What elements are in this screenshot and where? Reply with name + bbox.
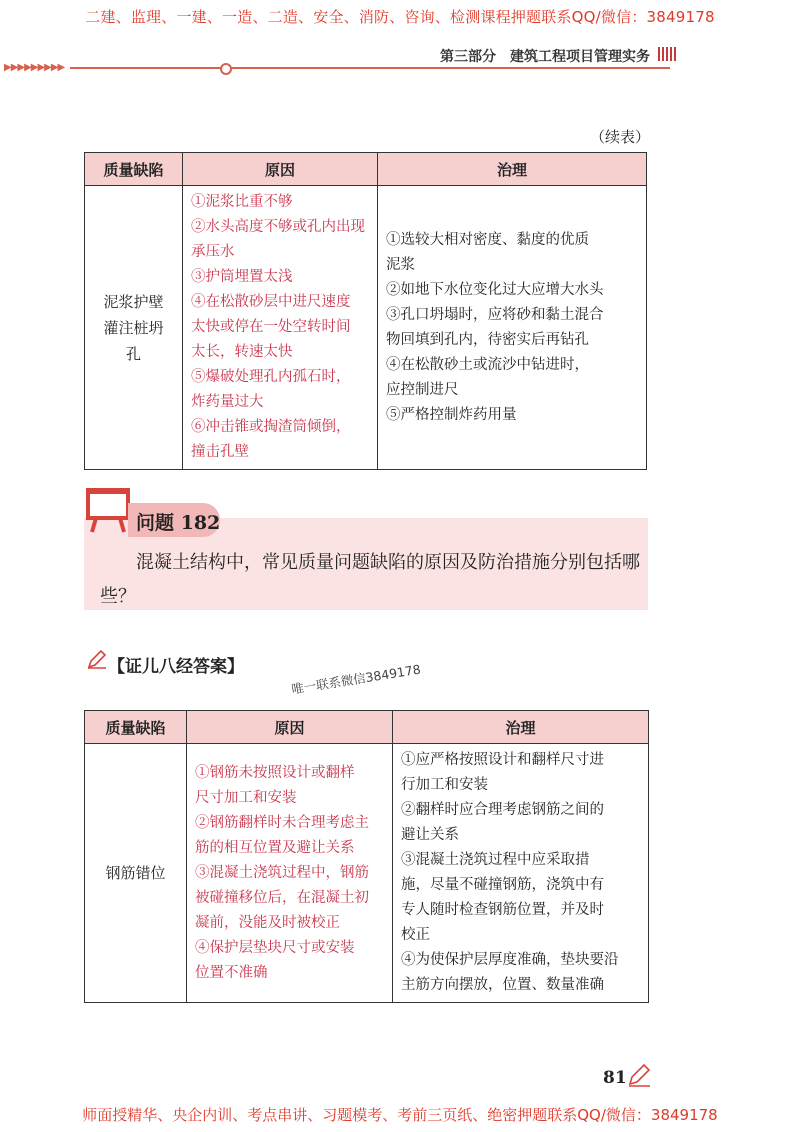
table-row bbox=[85, 186, 647, 470]
header-arrow-decoration: ▶▶▶▶▶▶▶▶▶ bbox=[4, 62, 65, 73]
remedy-line: ③孔口坍塌时，应将砂和黏土混合 bbox=[386, 306, 604, 323]
watermark-text: 唯一联系微信3849178 bbox=[290, 661, 422, 697]
column-header: 原因 bbox=[187, 711, 393, 744]
remedy-cell bbox=[378, 186, 647, 470]
remedy-line: 校正 bbox=[401, 927, 430, 943]
remedy-line: 物回填到孔内，待密实后再钻孔 bbox=[386, 331, 589, 348]
table-header-row bbox=[85, 153, 647, 186]
defect-cell bbox=[85, 186, 183, 470]
question-title: 问题 182 bbox=[136, 512, 221, 534]
question-text: 混凝土结构中，常见质量问题缺陷的原因及防治措施分别包括哪些？ bbox=[100, 552, 640, 607]
quality-table-continued bbox=[84, 152, 647, 470]
remedy-line: ②翻样时应合理考虑钢筋之间的 bbox=[401, 802, 604, 818]
remedy-line: ③混凝土浇筑过程中应采取措 bbox=[401, 852, 590, 868]
cause-line: ①钢筋未按照设计或翻样 bbox=[195, 764, 355, 781]
remedy-line: ②如地下水位变化过大应增大水头 bbox=[386, 281, 604, 298]
cause-line: ③护筒埋置太浅 bbox=[191, 269, 293, 285]
cause-line: ④保护层垫块尺寸或安装 bbox=[195, 939, 355, 956]
cause-cell bbox=[187, 744, 393, 1003]
top-banner: 二建、监理、一建、一造、二造、安全、消防、咨询、检测课程押题联系QQ/微信：3849178 bbox=[85, 8, 715, 26]
section-title: 第三部分 建筑工程项目管理实务 bbox=[440, 49, 650, 65]
remedy-line: 施，尽量不碰撞钢筋，浇筑中有 bbox=[401, 877, 604, 893]
remedy-line: ①选较大相对密度、黏度的优质 bbox=[386, 231, 589, 248]
cause-line: ②钢筋翻样时未合理考虑主 bbox=[195, 814, 369, 831]
quality-table bbox=[84, 710, 649, 1003]
remedy-line: 主筋方向摆放，位置、数量准确 bbox=[401, 977, 604, 993]
remedy-cell bbox=[393, 744, 649, 1003]
defect-text: 灌注桩坍 bbox=[103, 318, 164, 337]
cause-line: 太长，转速太快 bbox=[191, 344, 293, 360]
column-header: 质量缺陷 bbox=[85, 153, 183, 186]
header-bars-icon bbox=[658, 47, 676, 61]
table-row bbox=[85, 744, 649, 1003]
continued-label: （续表） bbox=[589, 128, 650, 146]
remedy-line: ④为使保护层厚度准确，垫块要沿 bbox=[401, 952, 619, 968]
cause-line: 筋的相互位置及避让关系 bbox=[195, 839, 355, 856]
column-header: 质量缺陷 bbox=[85, 711, 187, 744]
bottom-banner: 师面授精华、央企内训、考点串讲、习题模考、考前三页纸、绝密押题联系QQ/微信：3849178 bbox=[82, 1106, 718, 1124]
cause-line: ③混凝土浇筑过程中，钢筋 bbox=[195, 864, 369, 881]
cause-line: ⑤爆破处理孔内孤石时， bbox=[191, 369, 351, 385]
column-header: 原因 bbox=[183, 153, 378, 186]
pencil-icon bbox=[626, 1062, 652, 1088]
column-header: 治理 bbox=[393, 711, 649, 744]
cause-line: 位置不准确 bbox=[195, 964, 268, 981]
remedy-line: ④在松散砂土或流沙中钻进时， bbox=[386, 356, 589, 373]
remedy-line: 应控制进尺 bbox=[386, 381, 459, 398]
pencil-icon bbox=[86, 648, 108, 670]
cause-line: ①泥浆比重不够 bbox=[191, 194, 293, 210]
defect-text: 孔 bbox=[125, 344, 141, 363]
column-header: 治理 bbox=[378, 153, 647, 186]
cause-line: 被碰撞移位后，在混凝土初 bbox=[195, 889, 369, 906]
cause-line: 尺寸加工和安装 bbox=[195, 789, 297, 806]
header-dot-decoration bbox=[220, 63, 232, 75]
cause-cell bbox=[183, 186, 378, 470]
remedy-line: ①应严格按照设计和翻样尺寸进 bbox=[401, 752, 604, 768]
table-header-row bbox=[85, 711, 649, 744]
answer-heading: 【证儿八经答案】 bbox=[108, 657, 244, 677]
cause-line: ⑥冲击锥或掏渣筒倾倒， bbox=[191, 419, 351, 435]
header-divider bbox=[70, 67, 670, 69]
cause-line: 太快或停在一处空转时间 bbox=[191, 319, 351, 335]
cause-line: 凝前，没能及时被校正 bbox=[195, 914, 340, 931]
cause-line: ④在松散砂层中进尺速度 bbox=[191, 294, 351, 310]
cause-line: ②水头高度不够或孔内出现 bbox=[191, 219, 365, 235]
remedy-line: 行加工和安装 bbox=[401, 777, 488, 793]
defect-cell: 钢筋错位 bbox=[85, 744, 187, 1003]
remedy-line: 泥浆 bbox=[386, 256, 415, 273]
remedy-line: ⑤严格控制炸药用量 bbox=[386, 406, 517, 423]
cause-line: 炸药量过大 bbox=[191, 394, 264, 410]
remedy-line: 专人随时检查钢筋位置，并及时 bbox=[401, 902, 604, 918]
cause-line: 撞击孔壁 bbox=[191, 444, 249, 460]
cause-line: 承压水 bbox=[191, 244, 235, 260]
remedy-line: 避让关系 bbox=[401, 827, 459, 843]
page-number: 81 bbox=[603, 1068, 627, 1088]
defect-text: 泥浆护壁 bbox=[103, 292, 164, 311]
